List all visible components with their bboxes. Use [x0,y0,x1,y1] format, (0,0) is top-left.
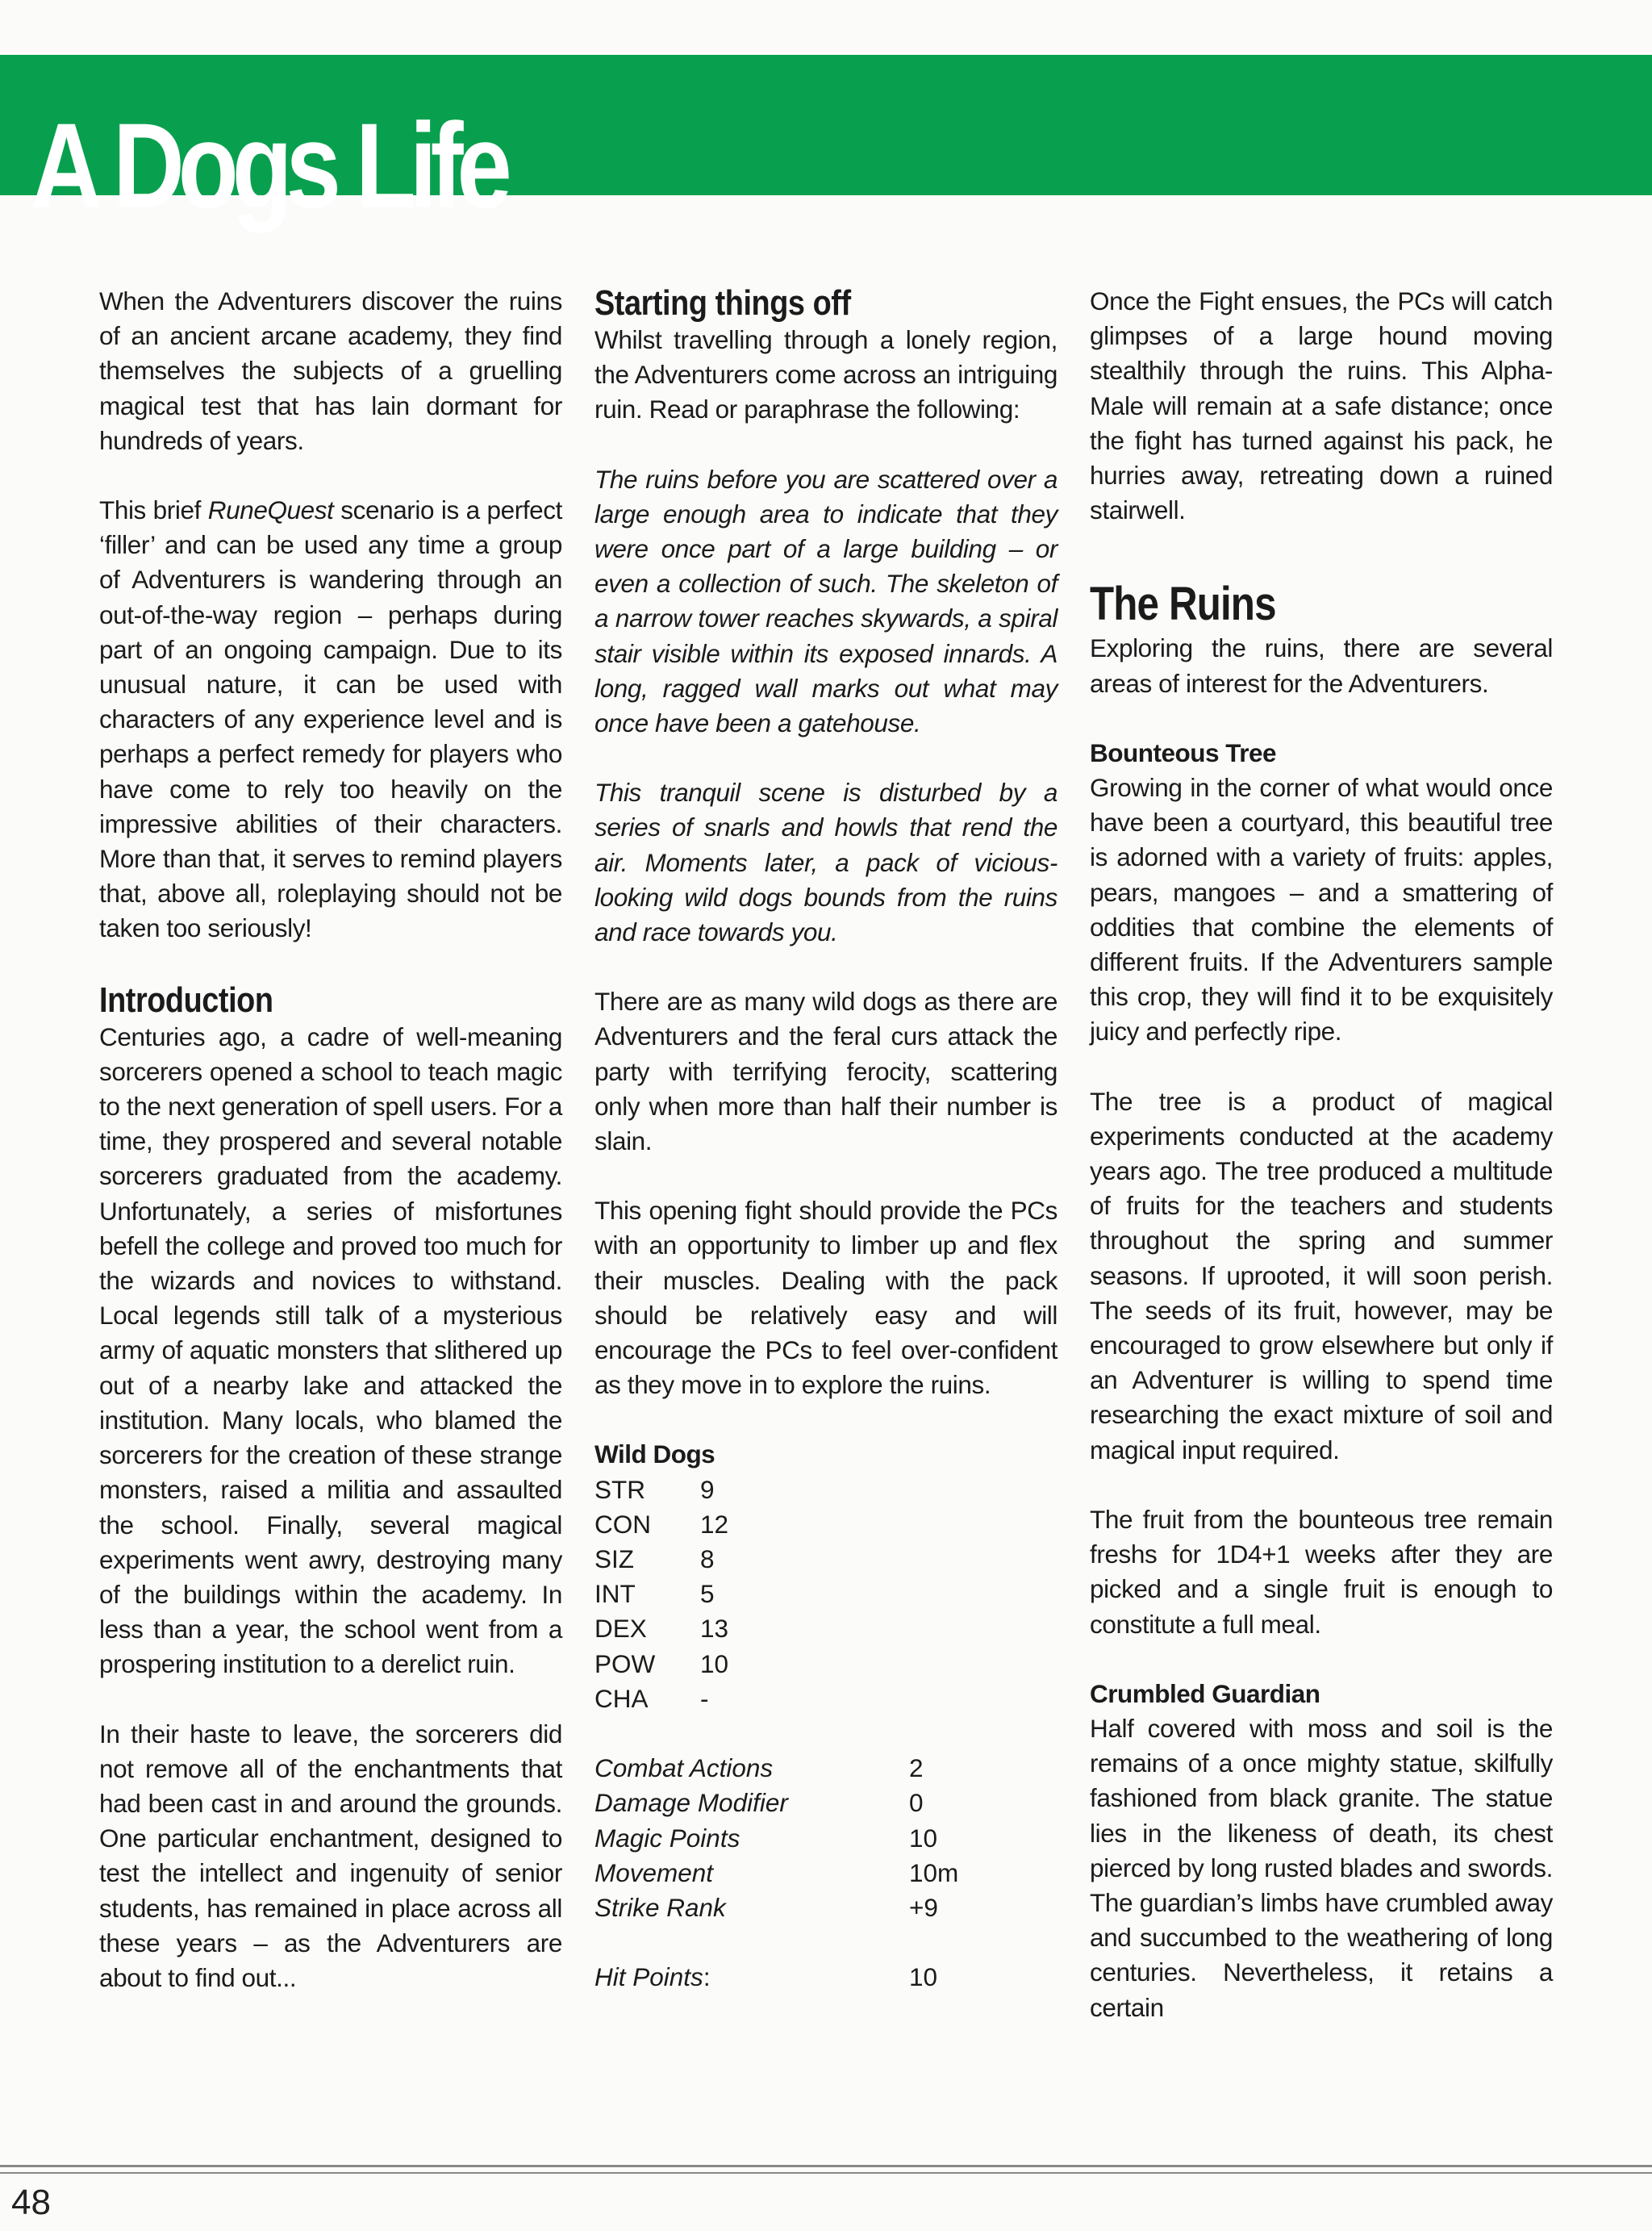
stat-row [594,1542,1058,1577]
stat-name: CON [594,1509,651,1539]
statblock-title: Wild Dogs [594,1439,715,1469]
footer-rule [0,2172,1652,2174]
read-aloud-paragraph-1: The ruins before you are scattered over a large enough area to indicate that they were once part of a large building – or even a collection of such. The skeleton of a narrow tower reaches skywards, a spiral stair visible within its exposed innards. A long, ragged wall marks out what may once have been a gatehouse. [594,464,1058,738]
hit-points-name: Hit Points [594,1962,703,1992]
hit-points-row [594,1960,1058,1995]
introduction-paragraph-1: Centuries ago, a cadre of well-meaning sorcerers opened a school to teach magic to the next generation of spell users. For a time, they prospered and several notable sorcerers graduated from the academy. Unfortunately, a series of misfortunes befell the college and proved too much for the wizards and novices to withstand. Local legends still talk of a mysterious army of aquatic monsters that slithered up out of a nearby lake and attacked the institution. Many locals, who blamed the sorcerers for the creation of these strange monsters, raised a militia and assaulted the school. Finally, several magical experiments went awry, destroying many of the buildings within the academy. In less than a year, the school went from a prospering institution to a derelict ruin. [99,1021,562,1679]
stat-row [594,1611,1058,1646]
starting-paragraph-3: This opening fight should provide the PCs with an opportunity to limber up and flex their muscles. Dealing with the pack should be relatively easy and will encourage the PCs to feel over-confident as they move in to explore the ruins. [594,1196,1058,1400]
secondary-stat-value: +9 [909,1892,938,1922]
column-2 [594,284,1058,1995]
stat-value: 13 [700,1614,729,1644]
secondary-stat-row [594,1856,1058,1891]
starting-heading: Starting things off [594,283,851,323]
footer-rule [0,2165,1652,2167]
ruins-heading: The Ruins [1090,578,1276,631]
page-number: 48 [11,2183,51,2222]
secondary-stat-name: Strike Rank [594,1892,726,1922]
tree-paragraph-1: Growing in the corner of what would once have been a courtyard, this beautiful tree is adorned with a variety of fruits: apples, pears, mangoes – and a smattering of oddities that combine the elements of different fruits. If the Adventurers sample this crop, they will find it to be exquisitely juicy and perfectly ripe. [1090,773,1553,1047]
tree-paragraph-3: The fruit from the bounteous tree remain freshs for 1D4+1 weeks after they are picked and a single fruit is enough to constitute a full meal. [1090,1504,1553,1639]
stat-row [594,1647,1058,1682]
introduction-paragraph-2: In their haste to leave, the sorcerers did not remove all of the enchantments that had been cast in and around the grounds. One particular enchantment, designed to test the intellect and ingenuity of senior students, has remained in place across all these years – as the Adventurers are about to find out... [99,1719,562,1992]
secondary-stat-row [594,1821,1058,1856]
hit-points-value: 10 [909,1962,938,1992]
secondary-stat-row [594,1891,1058,1925]
intro-paragraph-2 [99,493,562,946]
stat-value: - [700,1683,709,1713]
stat-name: INT [594,1579,636,1609]
column-1 [99,284,562,2030]
stat-name: STR [594,1474,645,1504]
page-title: A Dogs Life [31,98,506,233]
secondary-stat-value: 10 [909,1823,938,1853]
stat-value: 8 [700,1544,715,1574]
crumbled-guardian-heading: Crumbled Guardian [1090,1678,1320,1708]
stat-name: CHA [594,1683,649,1713]
secondary-stat-name: Damage Modifier [594,1788,788,1818]
stat-value: 9 [700,1474,715,1504]
p2-text-after: scenario is a perfect ‘filler’ and can be used any time a group of Adventurers is wandering through an out-of-the-way region – perhaps during part of an ongoing campaign. Due to its unusual nature, it can be used with characters of any experience level and is perhaps a perfect remedy for players who have come to rely too heavily on the impressive abilities of their characters. More than that, it serves to remind players that, above all, roleplaying should not be taken too seriously! [99,495,562,943]
secondary-stat-name: Movement [594,1857,714,1887]
stat-value: 10 [700,1648,729,1678]
intro-paragraph-1: When the Adventurers discover the ruins of an ancient arcane academy, they find themselves the subjects of a gruelling magical test that has lain dormant for hundreds of years. [99,286,562,455]
secondary-stat-value: 2 [909,1753,924,1783]
starting-paragraph-1: Whilst travelling through a lonely region, the Adventurers come across an intriguing ruin. Read or paraphrase the following: [594,325,1058,424]
tree-paragraph-2: The tree is a product of magical experiments conducted at the academy years ago. The tree produced a multitude of fruits for the teachers and students throughout the spring and summer seasons. If uprooted, it will soon perish. The seeds of its fruit, however, may be encouraged to grow elsewhere but only if an Adventurer is willing to spend time researching the exact mixture of soil and magical input required. [1090,1086,1553,1464]
stat-row [594,1507,1058,1542]
stat-name: SIZ [594,1544,635,1574]
stat-name: DEX [594,1614,647,1644]
wild-dogs-statblock [594,1437,1058,1995]
runequest-title: RuneQuest [207,495,334,525]
secondary-stat-row [594,1786,1058,1820]
secondary-stat-value: 10m [909,1857,959,1887]
read-aloud-paragraph-2: This tranquil scene is disturbed by a series of snarls and howls that rend the air. Moments later, a pack of vicious-looking wild dogs bounds from the ruins and race towards you. [594,778,1058,947]
fight-paragraph: Once the Fight ensues, the PCs will catch glimpses of a large hound moving stealthily through the ruins. This Alpha-Male will remain at a safe distance; once the fight has turned against his pack, he hurries away, retreating down a ruined stairwell. [1090,286,1553,525]
ruins-paragraph: Exploring the ruins, there are several areas of interest for the Adventurers. [1090,633,1553,698]
stat-name: POW [594,1648,656,1678]
stat-value: 5 [700,1579,715,1609]
hit-points-label [594,1960,909,1995]
title-banner [0,55,1652,233]
stat-row [594,1473,1058,1507]
hit-points-colon: : [703,1962,711,1992]
secondary-stat-row [594,1751,1058,1786]
stat-value: 12 [700,1509,729,1539]
secondary-stat-value: 0 [909,1788,924,1818]
bounteous-tree-heading: Bounteous Tree [1090,737,1277,767]
secondary-stat-name: Magic Points [594,1823,740,1853]
stat-row [594,1577,1058,1611]
guardian-paragraph: Half covered with moss and soil is the remains of a once mighty statue, skilfully fashioned from black granite. The statue lies in the likeness of death, its chest pierced by long rusted blades and swords. The guardian’s limbs have crumbled away and succumbed to the weathering of long centuries. Nevertheless, it retains a certain [1090,1713,1553,2022]
secondary-stat-name: Combat Actions [594,1753,774,1783]
p2-text-before: This brief [99,495,208,525]
starting-paragraph-2: There are as many wild dogs as there are Adventurers and the feral curs attack the party with terrifying ferocity, scattering only when more than half their number is slain. [594,987,1058,1156]
column-3 [1090,284,1553,2060]
stat-row [594,1682,1058,1716]
introduction-heading: Introduction [99,980,273,1020]
